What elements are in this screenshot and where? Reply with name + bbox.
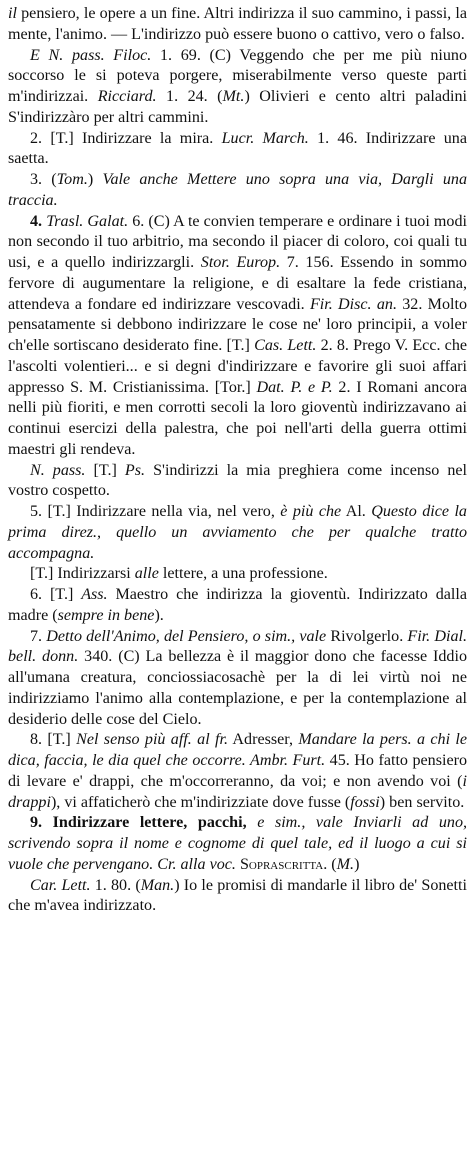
text-run: fossi bbox=[350, 793, 380, 811]
entry-paragraph bbox=[8, 730, 467, 813]
text-run: Mandare la pers. a chi le dica, faccia, le dia quel che occorre. Ambr. Furt. bbox=[8, 731, 467, 769]
text-run: 9. Indirizzare lettere, pacchi, bbox=[30, 814, 258, 832]
text-run: ) bbox=[87, 171, 103, 188]
text-run: [T.] Indirizzarsi bbox=[30, 565, 135, 583]
text-run: Mt. bbox=[222, 88, 245, 105]
text-run: Stor. Europ. bbox=[200, 254, 281, 271]
entry-paragraph bbox=[8, 564, 467, 585]
text-run: 7. bbox=[30, 627, 47, 645]
text-run: Rivolgerlo. bbox=[326, 627, 408, 645]
text-run: i drappi bbox=[8, 772, 467, 811]
text-run: Trasl. Galat. bbox=[46, 212, 129, 230]
text-run: 6. [T.] bbox=[30, 586, 82, 603]
text-run: e sim., vale Inviarli ad uno, scrivendo sopra il nome e cognome di quel tale, ed il luogo a cui si vuole che pervengano. Cr. alla voc. bbox=[8, 814, 468, 873]
text-run: Nel senso più aff. al fr. bbox=[76, 731, 228, 749]
text-run: M. bbox=[336, 855, 355, 873]
text-run: 340. (C) La bellezza è il maggior dono che facesse Iddio all'umana creatura, conciossiacosachè per la di lei virtù noi ne indirizziamo l'animo alla contemplazione, e per la contemplazione al desiderio delle cose del Cielo. bbox=[8, 648, 467, 728]
text-run: Cas. Lett. bbox=[254, 337, 317, 354]
text-run: lettere, a una professione. bbox=[158, 565, 328, 583]
text-run: il bbox=[8, 5, 17, 22]
entry-paragraph bbox=[8, 585, 467, 627]
text-run: Al. bbox=[341, 503, 372, 520]
text-run: 8. [T.] bbox=[30, 731, 77, 749]
text-run: Questo dice la prima direz., quello un avviamento che per qualche tratto accompagna. bbox=[8, 503, 467, 562]
entry-paragraph bbox=[8, 627, 467, 731]
text-run: ) Io le promisi di mandarle il libro de' Sonetti che m'avea indirizzato. bbox=[8, 876, 467, 915]
text-run: 2. [T.] Indirizzare la mira. bbox=[30, 129, 222, 147]
text-run: ) ben servito. bbox=[379, 793, 465, 811]
entry-paragraph bbox=[8, 170, 467, 212]
text-run: è più che bbox=[280, 503, 342, 520]
text-run: E N. pass. Filoc. bbox=[30, 46, 152, 64]
text-run: 3. ( bbox=[30, 171, 57, 188]
text-run: Detto dell'Animo, del Pensiero, o sim., vale bbox=[46, 627, 327, 645]
entry-paragraph bbox=[8, 502, 467, 564]
text-run: 6. (C) A te convien temperare e ordinare i tuoi modi non secondo il tuo arbitrio, ma secondo il piacer di coloro, coi quali tu usi, e a quello indirizzargli. bbox=[8, 212, 467, 271]
entry-paragraph bbox=[8, 212, 467, 461]
text-run: ), vi affaticherò che m'indirizziate dove fusse ( bbox=[50, 793, 351, 811]
text-run: 32. Molto pensatamente si debbono indirizzare le cose ne' loro principii, a voler ch'elle sortiscano desiderato fine. [T.] bbox=[8, 295, 467, 354]
entry-paragraph bbox=[8, 461, 467, 503]
text-run: 5. [T.] Indirizzare nella via, nel vero, bbox=[30, 503, 281, 520]
text-run: S'indirizzi la mia preghiera come incenso nel vostro cospetto. bbox=[8, 461, 467, 500]
entry-paragraph bbox=[8, 876, 467, 918]
text-run: ) bbox=[354, 855, 360, 873]
text-run: Vale anche Mettere uno sopra una via, Dargli una traccia. bbox=[8, 171, 467, 209]
text-run: Dat. P. e P. bbox=[256, 378, 333, 396]
text-run: Maestro che indirizza la gioventù. Indirizzato dalla madre ( bbox=[8, 586, 468, 624]
text-run: Fir. Disc. an. bbox=[309, 295, 397, 313]
text-run: sempre in bene bbox=[57, 606, 155, 624]
text-run: alle bbox=[134, 565, 159, 583]
entry-paragraph bbox=[8, 813, 467, 875]
text-run: N. pass. bbox=[30, 461, 86, 479]
text-run: 1. 46. Indirizzare una saetta. bbox=[8, 129, 467, 168]
text-run: [T.] bbox=[85, 461, 125, 479]
text-run: Man. bbox=[140, 876, 175, 894]
text-run: 1. 24. ( bbox=[156, 88, 223, 105]
text-run: . ( bbox=[323, 855, 337, 873]
text-run: Ps. bbox=[124, 461, 146, 479]
text-run: Fir. Dial. bell. donn. bbox=[8, 627, 467, 666]
text-run: ). bbox=[154, 606, 164, 624]
text-run: ) Olivieri e cento altri paladini S'indirizzàro per altri cammini. bbox=[8, 88, 467, 126]
text-run: Soprascritta bbox=[235, 855, 324, 873]
text-run: pensiero, le opere a un fine. Altri indirizza il suo cammino, i passi, la mente, l'animo. — L'indirizzo può essere buono o cattivo, vero o falso. bbox=[8, 5, 467, 43]
text-run: 1. 80. ( bbox=[90, 876, 141, 894]
text-run: Adresser, bbox=[227, 731, 299, 749]
text-run: Tom. bbox=[56, 171, 88, 188]
text-run: 4. bbox=[30, 212, 47, 230]
text-run: Ricciard. bbox=[97, 88, 157, 105]
entry-paragraph bbox=[8, 129, 467, 171]
entry-paragraph bbox=[8, 46, 467, 129]
text-run: Ass. bbox=[81, 586, 108, 603]
text-run: 7. 156. Essendo in sommo fervore di augumentare la religione, e di esaltare la fede cristiana, attendeva a fondare ed indirizzare vescovadi. bbox=[8, 254, 467, 313]
text-run: 2. I Romani ancora nelli più fioriti, e men corrotti secoli la loro gioventù indirizzavano ai continui esercizi della palestra, che poi nell'arti della guerra ottimi maestri gli rendeva. bbox=[8, 378, 467, 458]
text-run: 45. Ho fatto pensiero di levare e' drappi, che m'occorreranno, da voi; e non avendo voi ( bbox=[8, 752, 467, 790]
text-run: Lucr. March. bbox=[221, 129, 309, 147]
entry-paragraph bbox=[8, 4, 467, 46]
text-run: 1. 69. (C) Veggendo che per me più niuno soccorso le si poteva porgere, miserabilmente verso queste parti m'indirizzai. bbox=[8, 46, 467, 105]
text-run: Car. Lett. bbox=[30, 876, 91, 894]
text-run: 2. 8. Prego V. Ecc. che l'ascolti volentieri... e si degni d'indirizzare e favorire gli suoi affari appresso S. M. Cristianissima. [Tor.] bbox=[8, 337, 468, 396]
